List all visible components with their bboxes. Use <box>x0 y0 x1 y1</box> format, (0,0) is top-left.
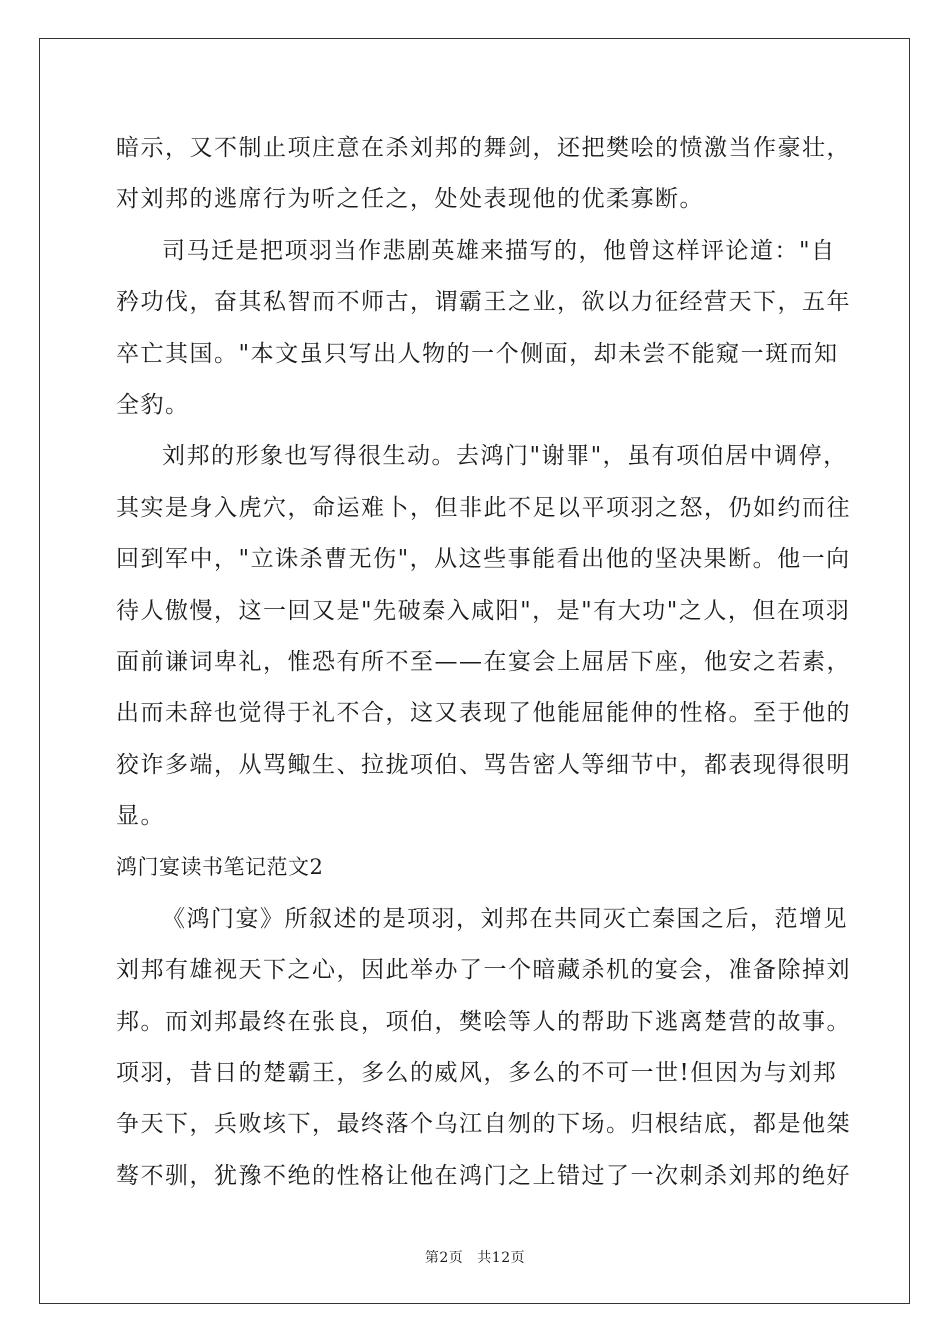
document-body <box>116 123 851 1202</box>
paragraph-start-line: 司马迁是把项羽当作悲剧英雄来描写的，他曾这样评论道："自 <box>162 237 836 264</box>
page-footer <box>0 1247 950 1267</box>
text-line: 暗示，又不制止项庄意在杀刘邦的舞剑，还把樊哙的愤激当作豪壮， <box>116 135 851 161</box>
page-total: 共12页 <box>477 1250 526 1266</box>
text-line: 出而未辞也觉得于礼不合，这又表现了他能屈能伸的性格。至于他的 <box>116 700 851 727</box>
text-line: 显。 <box>116 803 165 830</box>
text-line: 邦。而刘邦最终在张良，项伯，樊哙等人的帮助下逃离楚营的故事。 <box>116 1008 851 1035</box>
text-line: 回到军中，"立诛杀曹无伤"，从这些事能看出他的坚决果断。他一向 <box>116 546 851 573</box>
paragraph-start-line: 刘邦的形象也写得很生动。去鸿门"谢罪"，虽有项伯居中调停， <box>162 443 848 470</box>
text-line: 面前谦词卑礼，惟恐有所不至——在宴会上屈居下座，他安之若素， <box>116 648 851 675</box>
text-line: 项羽，昔日的楚霸王，多么的威风，多么的不可一世!但因为与刘邦 <box>116 1060 838 1087</box>
text-line: 狡诈多端，从骂鲰生、拉拢项伯、骂告密人等细节中，都表现得很明 <box>116 751 851 778</box>
paragraph-start-line: 《鸿门宴》所叙述的是项羽，刘邦在共同灭亡秦国之后，范增见 <box>162 905 848 932</box>
section-heading: 鸿门宴读书笔记范文2 <box>116 855 324 880</box>
text-line: 刘邦有雄视天下之心，因此举办了一个暗藏杀机的宴会，准备除掉刘 <box>116 957 851 984</box>
text-line: 争天下，兵败垓下，最终落个乌江自刎的下场。归根结底，都是他桀 <box>116 1111 851 1138</box>
page-number: 第2页 <box>424 1250 464 1266</box>
text-line: 全豹。 <box>116 391 190 418</box>
text-line: 卒亡其国。"本文虽只写出人物的一个侧面，却未尝不能窥一斑而知 <box>116 340 839 367</box>
text-line: 待人傲慢，这一回又是"先破秦入咸阳"，是"有大功"之人，但在项羽 <box>116 597 851 624</box>
text-line: 矜功伐，奋其私智而不师古，谓霸王之业，欲以力征经营天下，五年 <box>116 289 851 316</box>
text-line: 骜不驯，犹豫不绝的性格让他在鸿门之上错过了一次刺杀刘邦的绝好 <box>116 1162 851 1189</box>
text-line: 其实是身入虎穴，命运难卜，但非此不足以平项羽之怒，仍如约而往 <box>116 494 851 521</box>
text-line: 对刘邦的逃席行为听之任之，处处表现他的优柔寡断。 <box>116 186 704 213</box>
